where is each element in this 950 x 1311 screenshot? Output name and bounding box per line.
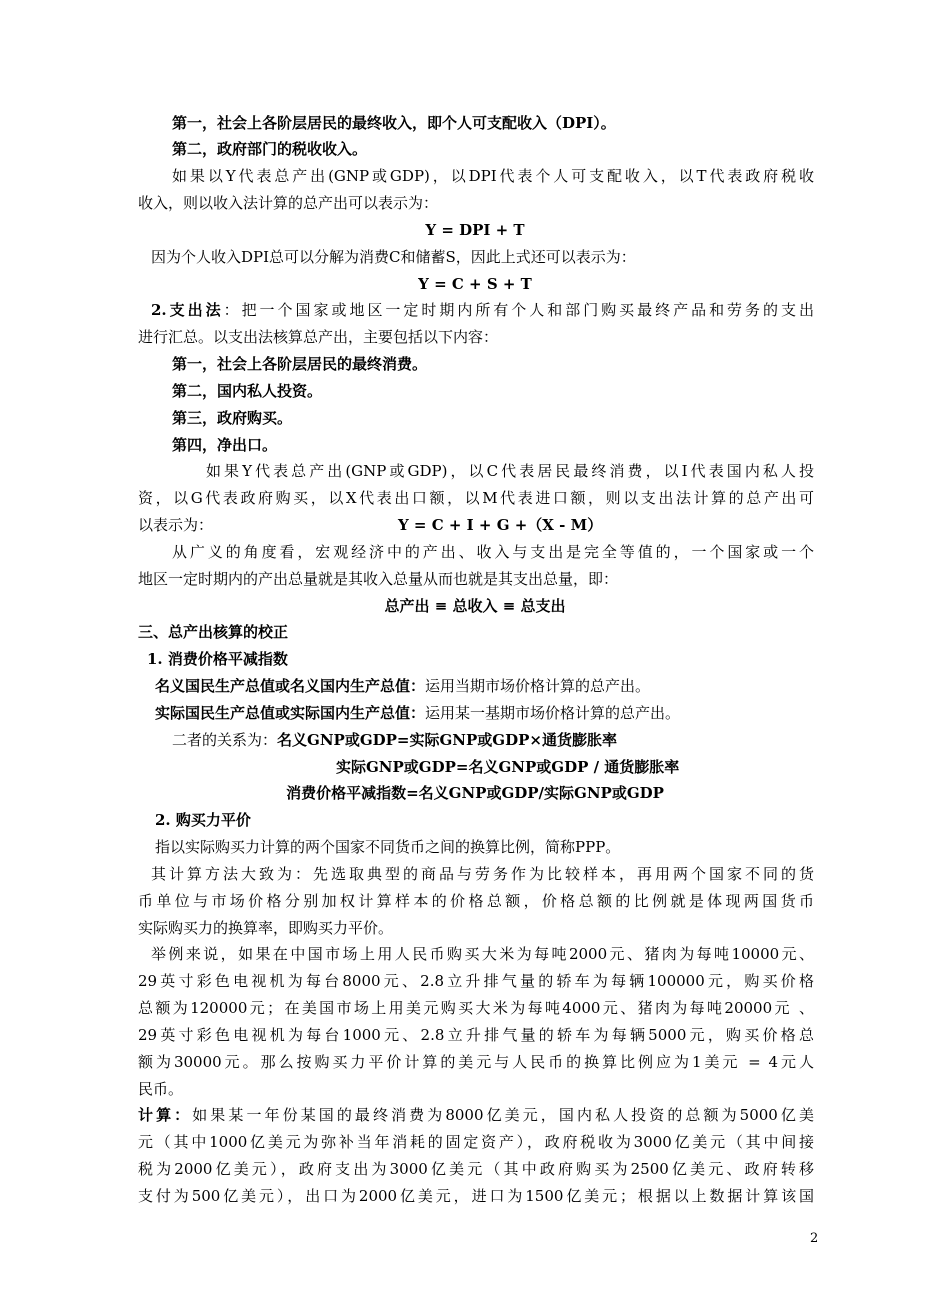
income-formula-2: Y = C + S + T — [418, 275, 532, 293]
expenditure-item-1: 第一，社会上各阶层居民的最终消费。 — [172, 355, 428, 373]
nominal-gdp-term: 名义国民生产总值或名义国内生产总值： — [155, 677, 426, 695]
expenditure-heading: 2.支出法 — [151, 301, 224, 319]
relation-label: 二者的关系为： — [172, 731, 278, 749]
income-paragraph-line-1: 如果以Y代表总产出(GNP或GDP)，以DPI代表个人可支配收入，以T代表政府税收 — [172, 167, 814, 185]
relation-formula-1: 名义GNP或GDP=实际GNP或GDP×通货膨胀率 — [277, 731, 617, 749]
relation-formula-2: 实际GNP或GDP=名义GNP或GDP / 通货膨胀率 — [336, 758, 680, 776]
expenditure-item-4: 第四，净出口。 — [172, 436, 278, 454]
calculation-line-1 — [138, 1105, 814, 1125]
expenditure-paragraph-line-1: 如果Y代表总产出(GNP或GDP)，以C代表居民最终消费，以I代表国内私人投 — [206, 462, 814, 480]
ppp-example-line-3: 总额为120000元；在美国市场上用美元购买大米为每吨4000元、猪肉为每吨20000元 、 — [138, 999, 814, 1017]
nominal-gdp-text: 运用当期市场价格计算的总产出。 — [425, 677, 651, 695]
expenditure-paragraph-line-2: 资，以G代表政府购买，以X代表出口额，以M代表进口额，则以支出法计算的总产出可 — [138, 489, 814, 507]
equivalence-line-2: 地区一定时期内的产出总量就是其收入总量从而也就是其支出总量，即： — [138, 570, 619, 588]
nominal-gdp-definition — [155, 676, 650, 696]
expenditure-intro-line-2: 进行汇总。以支出法核算总产出，主要包括以下内容： — [138, 328, 499, 346]
equivalence-line-1: 从广义的角度看，宏观经济中的产出、收入与支出是完全等值的，一个国家或一个 — [172, 543, 814, 561]
income-paragraph-line-2: 收入，则以收入法计算的总产出可以表示为： — [138, 194, 439, 212]
ppp-example-line-6: 民币。 — [138, 1080, 184, 1098]
relation-formula-3: 消费价格平减指数=名义GNP或GDP/实际GNP或GDP — [286, 784, 664, 802]
expenditure-intro-text: ：把一个国家或地区一定时期内所有个人和部门购买最终产品和劳务的支出 — [223, 301, 814, 319]
income-item-2: 第二，政府部门的税收收入。 — [172, 140, 368, 158]
ppp-example-line-4: 29英寸彩色电视机为每台1000元、2.8立升排气量的轿车为每辆5000元，购买价格总 — [138, 1026, 814, 1044]
ppp-method-line-3: 实际购买力的换算率，即购买力平价。 — [138, 919, 394, 937]
expenditure-intro-line-1 — [151, 300, 814, 320]
ppp-method-line-1: 其计算方法大致为：先选取典型的商品与劳务作为比较样本，再用两个国家不同的货 — [151, 865, 814, 883]
income-item-1: 第一，社会上各阶层居民的最终收入，即个人可支配收入（DPI）。 — [172, 114, 616, 132]
calculation-label: 计算： — [138, 1106, 193, 1124]
expenditure-item-2: 第二，国内私人投资。 — [172, 382, 323, 400]
relation-line-1 — [172, 730, 617, 750]
real-gdp-term: 实际国民生产总值或实际国内生产总值： — [155, 704, 426, 722]
income-formula-1: Y = DPI + T — [425, 221, 525, 239]
expenditure-item-3: 第三，政府购买。 — [172, 409, 293, 427]
section-3-heading: 三、总产出核算的校正 — [138, 623, 289, 641]
ppp-definition: 指以实际购买力计算的两个国家不同货币之间的换算比例，简称PPP。 — [155, 838, 621, 856]
calculation-line-4: 支付为500亿美元），出口为2000亿美元，进口为1500亿美元；根据以上数据计算该国 — [138, 1187, 814, 1205]
subsection-1-heading: 1. 消费价格平减指数 — [147, 650, 288, 668]
ppp-example-line-2: 29英寸彩色电视机为每台8000元、2.8立升排气量的轿车为每辆100000元，购买价格 — [138, 972, 814, 990]
real-gdp-text: 运用某一基期市场价格计算的总产出。 — [425, 704, 681, 722]
ppp-example-line-5: 额为30000元。那么按购买力平价计算的美元与人民币的换算比例应为1美元 = 4元人 — [138, 1053, 814, 1071]
page-number: 2 — [810, 1231, 819, 1246]
expenditure-formula: Y = C + I + G +（X - M） — [398, 516, 603, 534]
calculation-line-3: 税为2000亿美元），政府支出为3000亿美元（其中政府购买为2500亿美元、政府转移 — [138, 1160, 814, 1178]
expenditure-paragraph-line-3: 以表示为： — [138, 516, 214, 534]
ppp-example-line-1: 举例来说，如果在中国市场上用人民币购买大米为每吨2000元、猪肉为每吨10000元、 — [151, 945, 814, 963]
ppp-method-line-2: 币单位与市场价格分别加权计算样本的价格总额，价格总额的比例就是体现两国货币 — [138, 892, 814, 910]
income-paragraph-2: 因为个人收入DPI总可以分解为消费C和储蓄S，因此上式还可以表示为： — [151, 248, 636, 266]
real-gdp-definition — [155, 703, 680, 723]
subsection-2-heading: 2. 购买力平价 — [155, 811, 251, 829]
calculation-text-1: 如果某一年份某国的最终消费为8000亿美元，国内私人投资的总额为5000亿美 — [192, 1106, 814, 1124]
calculation-line-2: 元（其中1000亿美元为弥补当年消耗的固定资产），政府税收为3000亿美元（其中间接 — [138, 1133, 814, 1151]
equivalence-formula: 总产出 ≡ 总收入 ≡ 总支出 — [384, 597, 566, 615]
